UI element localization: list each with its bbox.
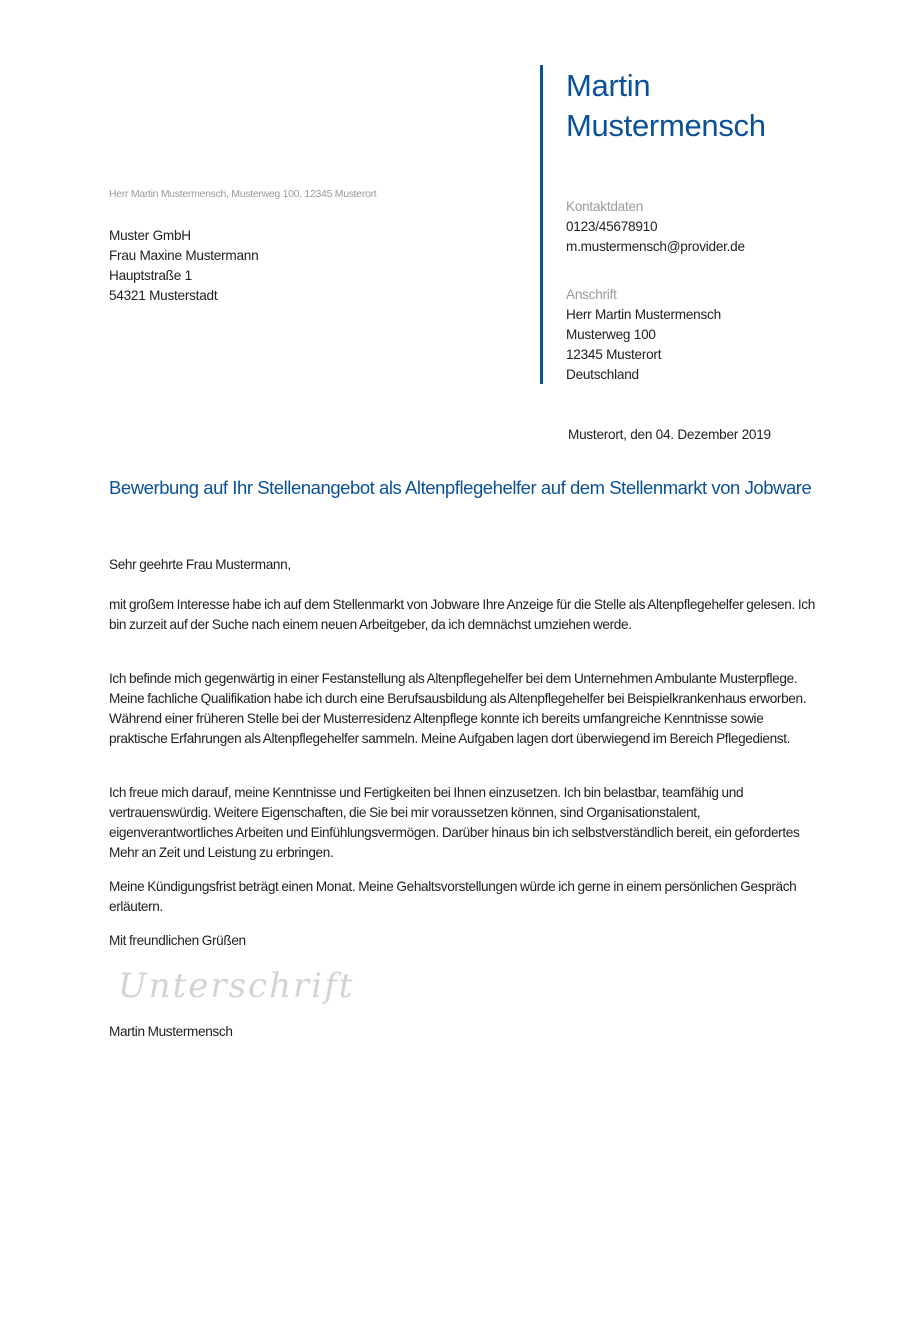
sender-return-address: Herr Martin Mustermensch, Musterweg 100, 12345 Musterort	[109, 188, 377, 200]
address-country: Deutschland	[566, 367, 639, 382]
recipient-city: 54321 Musterstadt	[109, 288, 218, 303]
address-city: 12345 Musterort	[566, 347, 662, 362]
applicant-name	[566, 66, 766, 146]
applicant-last-name: Mustermensch	[566, 108, 766, 143]
closing: Mit freundlichen Grüßen	[109, 933, 246, 948]
contact-label: Kontaktdaten	[566, 199, 644, 214]
applicant-first-name: Martin	[566, 68, 651, 103]
salutation: Sehr geehrte Frau Mustermann,	[109, 557, 291, 572]
address-street: Musterweg 100	[566, 327, 656, 342]
signature-placeholder: Unterschrift	[118, 966, 355, 1006]
contact-block	[566, 197, 745, 257]
recipient-person: Frau Maxine Mustermann	[109, 248, 259, 263]
contact-phone: 0123/45678910	[566, 219, 658, 234]
sender-address-block	[566, 285, 721, 385]
signer-name: Martin Mustermensch	[109, 1024, 233, 1039]
accent-bar	[540, 65, 543, 384]
address-label: Anschrift	[566, 287, 617, 302]
letter-date: Musterort, den 04. Dezember 2019	[568, 427, 771, 442]
paragraph-1: mit großem Interesse habe ich auf dem Stellenmarkt von Jobware Ihre Anzeige für die Stelle als Altenpflegehelfer gelesen. Ich bin zurzeit auf der Suche nach einem neuen Arbeitgeber, da ich demnächst umziehen werde.	[109, 597, 815, 632]
paragraph-3: Ich freue mich darauf, meine Kenntnisse und Fertigkeiten bei Ihnen einzusetzen. Ich bin belastbar, teamfähig und vertrauenswürdig. Weitere Eigenschaften, die Sie bei mir voraussetzen können, sind Organisationstalent, eigenverantwortliches Arbeiten und Einfühlungsvermögen. Darüber hinaus bin ich selbstverständlich bereit, ein gefordertes Mehr an Zeit und Leistung zu erbringen.	[109, 785, 800, 860]
letter-subject: Bewerbung auf Ihr Stellenangebot als Altenpflegehelfer auf dem Stellenmarkt von Jobware	[109, 477, 812, 498]
recipient-address	[109, 226, 258, 306]
recipient-street: Hauptstraße 1	[109, 268, 192, 283]
paragraph-2: Ich befinde mich gegenwärtig in einer Festanstellung als Altenpflegehelfer bei dem Unternehmen Ambulante Musterpflege. Meine fachliche Qualifikation habe ich durch eine Berufsausbildung als Altenpflegehelfer bei Beispielkrankenhaus erworben. Während einer früheren Stelle bei der Musterresidenz Altenpflege konnte ich bereits umfangreiche Kenntnisse sowie praktische Erfahrungen als Altenpflegehelfer sammeln. Meine Aufgaben lagen dort überwiegend im Bereich Pflegedienst.	[109, 671, 807, 746]
recipient-company: Muster GmbH	[109, 228, 191, 243]
contact-email: m.mustermensch@provider.de	[566, 239, 745, 254]
address-name: Herr Martin Mustermensch	[566, 307, 721, 322]
paragraph-4: Meine Kündigungsfrist beträgt einen Monat. Meine Gehaltsvorstellungen würde ich gerne in einem persönlichen Gespräch erläutern.	[109, 879, 797, 914]
